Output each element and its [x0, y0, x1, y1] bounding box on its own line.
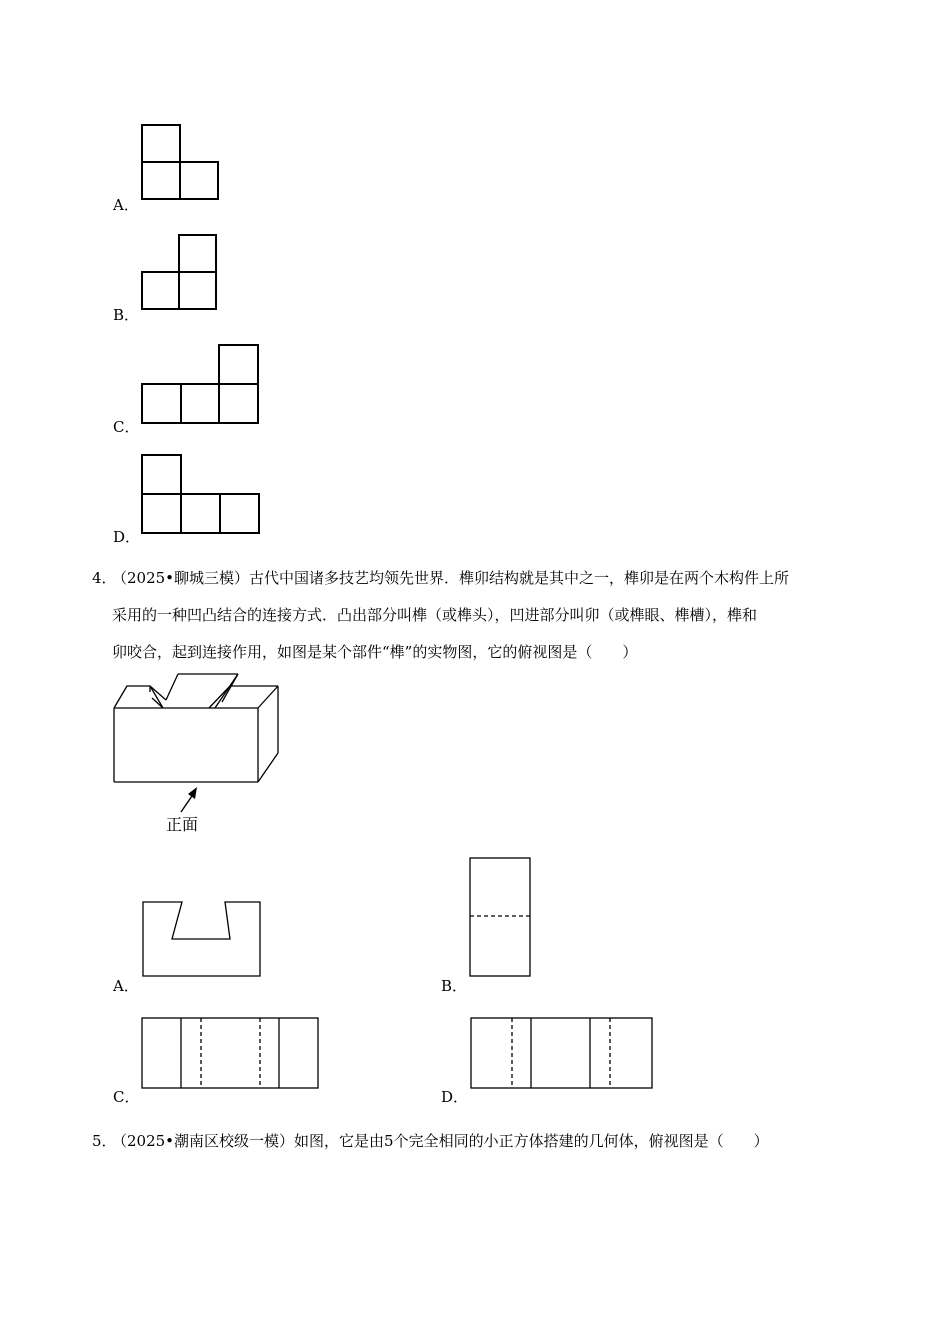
- q4-option-c-label[interactable]: C．: [113, 1088, 140, 1106]
- q3-option-c-label[interactable]: C．: [113, 418, 140, 436]
- q3-option-b-label[interactable]: B．: [113, 306, 140, 324]
- q3-option-c-figure: [140, 343, 262, 425]
- q3-option-b-figure: [140, 233, 220, 311]
- q4-option-a-label[interactable]: A．: [113, 977, 139, 995]
- q4-option-d-figure: [470, 1017, 655, 1091]
- q5-text: （2025•潮南区校级一模）如图，它是由5个完全相同的小正方体搭建的几何体，俯视图是（ ）: [112, 1132, 769, 1150]
- q3-option-a-figure: [140, 123, 220, 201]
- q4-option-d-label[interactable]: D．: [441, 1088, 469, 1106]
- q3-option-a-label[interactable]: A．: [113, 196, 139, 214]
- q3-option-d-figure: [140, 453, 264, 535]
- q4-option-c-figure: [141, 1017, 321, 1091]
- q5-number: 5．: [92, 1132, 117, 1150]
- q4-figure-caption: 正面: [166, 815, 199, 834]
- q4-front-arrow: [181, 787, 197, 812]
- q4-option-b-label[interactable]: B．: [441, 977, 468, 995]
- q4-text-line-3: 卯咬合，起到连接作用，如图是某个部件“榫”的实物图，它的俯视图是（ ）: [112, 643, 638, 661]
- q4-text-line-2: 采用的一种凹凸结合的连接方式．凸出部分叫榫（或榫头），凹进部分叫卯（或榫眼、榫槽），榫和: [112, 606, 758, 624]
- q4-option-b-figure: [469, 857, 533, 978]
- q3-option-d-label[interactable]: D．: [113, 528, 141, 546]
- q4-option-a-figure: [142, 901, 263, 979]
- q4-number: 4．: [92, 569, 117, 587]
- q4-tenon-figure: [110, 672, 285, 837]
- q4-text-line-1: （2025•聊城三模）古代中国诸多技艺均领先世界．榫卯结构就是其中之一，榫卯是在两个木构件上所: [112, 569, 790, 587]
